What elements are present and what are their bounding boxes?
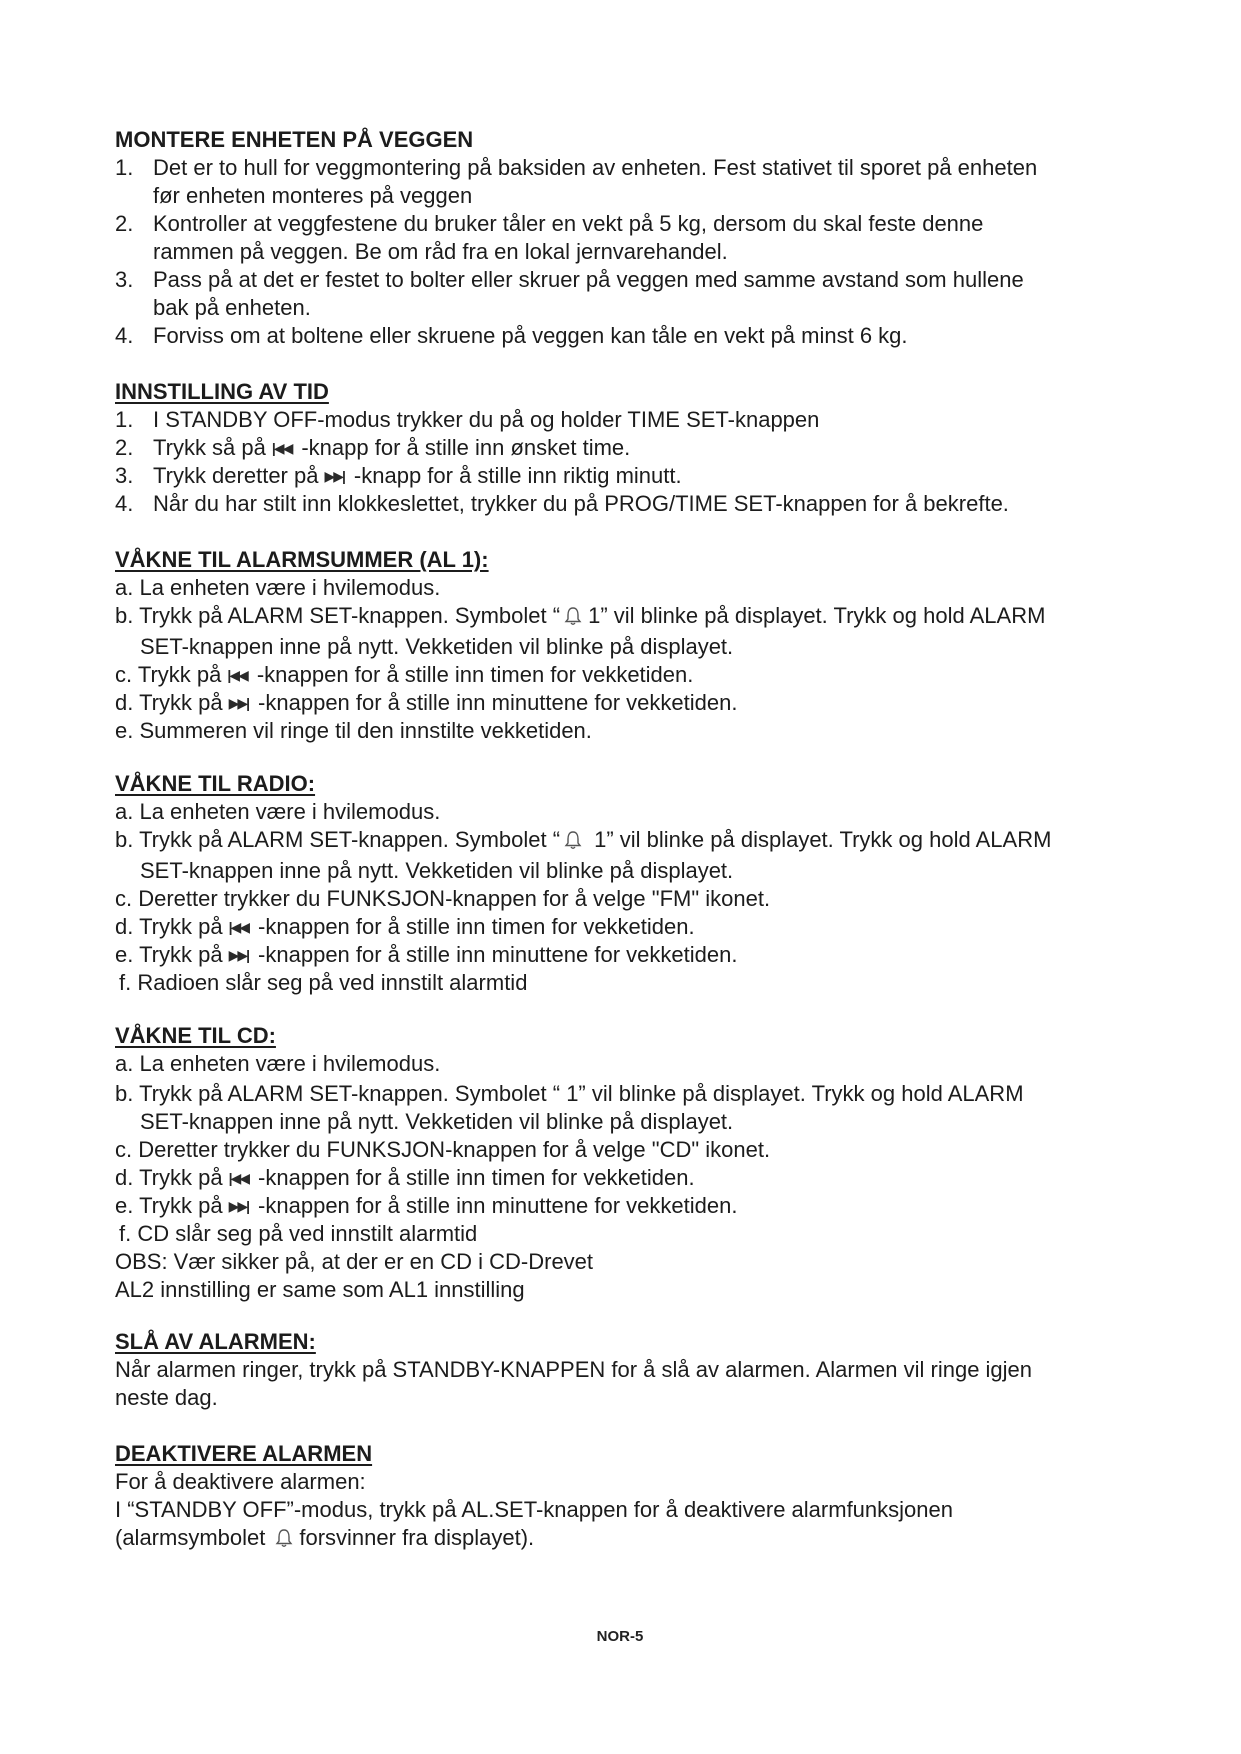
paragraph-line: For å deaktivere alarmen: bbox=[115, 1469, 366, 1494]
list-item: e. Trykk på ▶▶| -knappen for å stille inn minuttene for vekketiden. bbox=[115, 1193, 738, 1218]
skip-next-icon: ▶▶| bbox=[324, 468, 344, 484]
paragraph-line: neste dag. bbox=[115, 1385, 218, 1410]
list-item: a. La enheten være i hvilemodus. bbox=[115, 799, 441, 824]
skip-next-icon: ▶▶| bbox=[228, 1198, 249, 1214]
list-item: a. La enheten være i hvilemodus. bbox=[115, 1051, 441, 1076]
heading-cd: VÅKNE TIL CD: bbox=[115, 1023, 276, 1048]
skip-previous-icon: |◀◀ bbox=[227, 667, 247, 683]
note-obs: OBS: Vær sikker på, at der er en CD i CD-Drevet bbox=[115, 1249, 594, 1274]
heading-radio: VÅKNE TIL RADIO: bbox=[115, 771, 316, 796]
list-item: 4. Når du har stilt inn klokkeslettet, trykker du på PROG/TIME SET-knappen for å bekrefte. bbox=[115, 491, 1009, 516]
heading-buzzer: VÅKNE TIL ALARMSUMMER (AL 1): bbox=[115, 547, 489, 572]
list-item: b. Trykk på ALARM SET-knappen. Symbolet “ 1” vil blinke på displayet. Trykk og hold ALARM bbox=[115, 826, 1135, 857]
list-item-cont: bak på enheten. bbox=[153, 295, 311, 320]
skip-previous-icon: |◀◀ bbox=[228, 1170, 249, 1186]
list-item: 1. Det er to hull for veggmontering på baksiden av enheten. Fest stativet til sporet på enheten bbox=[115, 155, 1038, 180]
section-alarm-off bbox=[115, 1328, 1135, 1412]
list-item: 3. Pass på at det er festet to bolter eller skruer på veggen med samme avstand som hullene bbox=[115, 267, 1024, 292]
section-radio bbox=[115, 770, 1135, 997]
list-item-cont: SET-knappen inne på nytt. Vekketiden vil blinke på displayet. bbox=[140, 1109, 734, 1134]
heading-time: INNSTILLING AV TID bbox=[115, 379, 329, 404]
list-item: f. CD slår seg på ved innstilt alarmtid bbox=[119, 1221, 478, 1246]
skip-next-icon: ▶▶| bbox=[228, 947, 249, 963]
page-number: NOR-5 bbox=[596, 1628, 644, 1645]
list-item: d. Trykk på |◀◀ -knappen for å stille inn timen for vekketiden. bbox=[115, 914, 695, 939]
alarm-bell-icon bbox=[275, 1527, 293, 1555]
paragraph-line: Når alarmen ringer, trykk på STANDBY-KNAPPEN for å slå av alarmen. Alarmen vil ringe igjen bbox=[115, 1357, 1033, 1382]
paragraph-line: I “STANDBY OFF”-modus, trykk på AL.SET-knappen for å deaktivere alarmfunksjonen bbox=[115, 1497, 953, 1522]
heading-mount: MONTERE ENHETEN PÅ VEGGEN bbox=[115, 127, 474, 152]
list-item-cont: SET-knappen inne på nytt. Vekketiden vil blinke på displayet. bbox=[140, 634, 734, 659]
list-item: e. Trykk på ▶▶| -knappen for å stille inn minuttene for vekketiden. bbox=[115, 942, 738, 967]
section-time bbox=[115, 378, 1135, 518]
section-mount bbox=[115, 126, 1135, 350]
skip-previous-icon: |◀◀ bbox=[228, 919, 249, 935]
list-item: b. Trykk på ALARM SET-knappen. Symbolet “ 1” vil blinke på displayet. Trykk og hold ALARM bbox=[115, 602, 1135, 633]
list-item: a. La enheten være i hvilemodus. bbox=[115, 575, 441, 600]
list-item: 2. Trykk så på |◀◀ -knapp for å stille inn ønsket time. bbox=[115, 435, 631, 460]
skip-previous-icon: |◀◀ bbox=[271, 440, 292, 456]
list-item: c. Trykk på |◀◀ -knappen for å stille inn timen for vekketiden. bbox=[115, 662, 694, 687]
note-al2: AL2 innstilling er same som AL1 innstilling bbox=[115, 1277, 525, 1302]
list-item-cont: rammen på veggen. Be om råd fra en lokal jernvarehandel. bbox=[153, 239, 728, 264]
heading-alarm-off: SLÅ AV ALARMEN: bbox=[115, 1329, 316, 1354]
list-item: d. Trykk på |◀◀ -knappen for å stille inn timen for vekketiden. bbox=[115, 1165, 695, 1190]
skip-next-icon: ▶▶| bbox=[228, 695, 249, 711]
list-item: 2. Kontroller at veggfestene du bruker tåler en vekt på 5 kg, dersom du skal feste denne bbox=[115, 211, 984, 236]
list-item: c. Deretter trykker du FUNKSJON-knappen for å velge "FM" ikonet. bbox=[115, 886, 771, 911]
list-item: 1. I STANDBY OFF-modus trykker du på og holder TIME SET-knappen bbox=[115, 407, 820, 432]
section-buzzer bbox=[115, 546, 1135, 745]
list-item: c. Deretter trykker du FUNKSJON-knappen for å velge "CD" ikonet. bbox=[115, 1137, 771, 1162]
section-cd bbox=[115, 1022, 1135, 1304]
alarm-bell-icon bbox=[564, 605, 582, 633]
list-item: 4. Forviss om at boltene eller skruene på veggen kan tåle en vekt på minst 6 kg. bbox=[115, 323, 908, 348]
list-item-cont: før enheten monteres på veggen bbox=[153, 183, 473, 208]
list-item-cont: SET-knappen inne på nytt. Vekketiden vil blinke på displayet. bbox=[140, 858, 734, 883]
list-item: b. Trykk på ALARM SET-knappen. Symbolet “ 1” vil blinke på displayet. Trykk og hold ALARM bbox=[115, 1081, 1024, 1106]
section-deactivate bbox=[115, 1440, 1135, 1555]
list-item: f. Radioen slår seg på ved innstilt alarmtid bbox=[119, 970, 528, 995]
heading-deactivate: DEAKTIVERE ALARMEN bbox=[115, 1441, 373, 1466]
list-item: e. Summeren vil ringe til den innstilte vekketiden. bbox=[115, 718, 592, 743]
paragraph-line: (alarmsymbolet forsvinner fra displayet). bbox=[115, 1524, 1135, 1555]
list-item: d. Trykk på ▶▶| -knappen for å stille inn minuttene for vekketiden. bbox=[115, 690, 738, 715]
list-item: 3. Trykk deretter på ▶▶| -knapp for å stille inn riktig minutt. bbox=[115, 463, 682, 488]
alarm-bell-icon bbox=[564, 829, 582, 857]
